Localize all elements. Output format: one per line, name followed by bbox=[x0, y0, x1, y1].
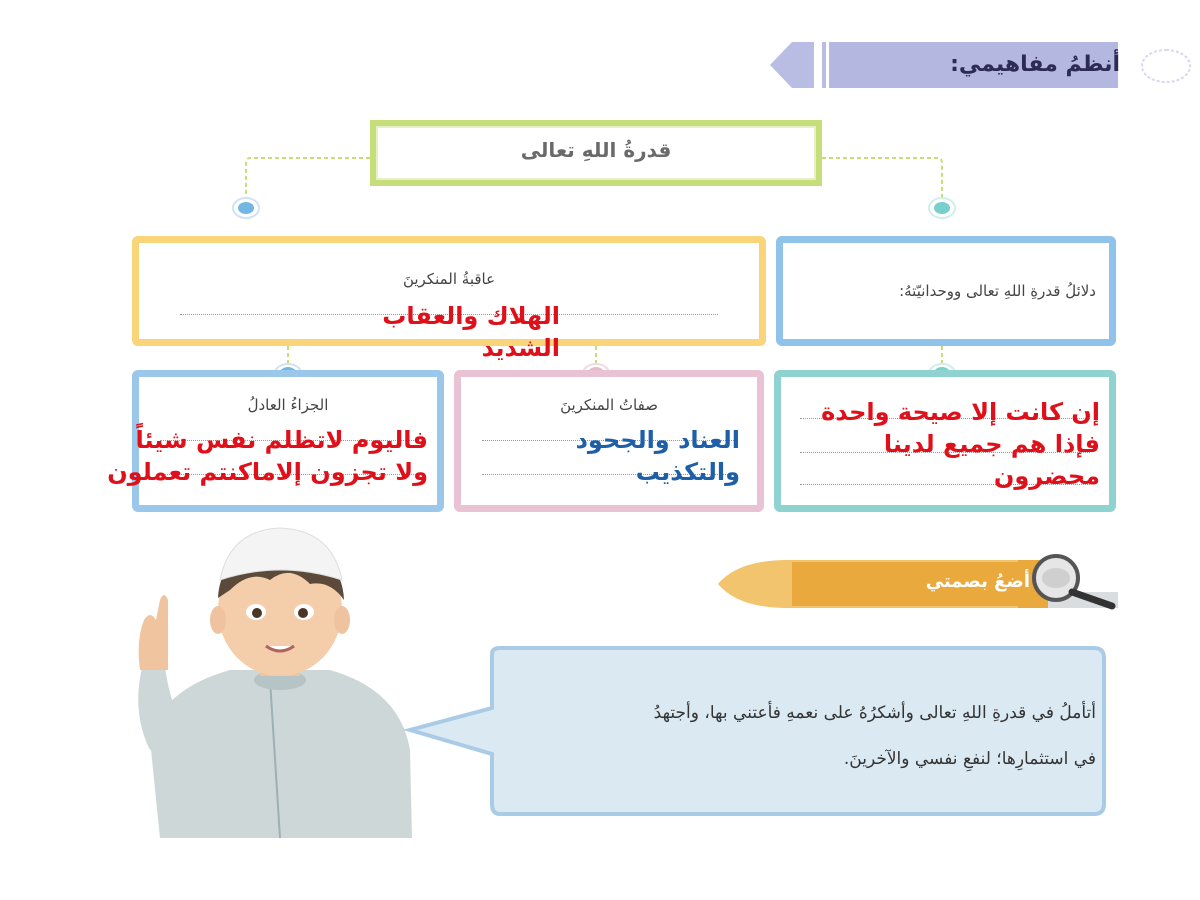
evidence-answer: إن كانت إلا صيحة واحدة فإذا هم جميع لدينا محضرون bbox=[821, 398, 1100, 490]
reflection-line-1: أتأملُ في قدرةِ اللهِ تعالى وأشكرُهُ على نعمهِ فأعتني بها، وأجتهدُ bbox=[653, 703, 1096, 723]
boy-illustration bbox=[120, 520, 440, 838]
consequence-label: عاقبةُ المنكرينَ bbox=[402, 270, 496, 288]
seal-heading: أضعُ بصمتي bbox=[925, 571, 1030, 592]
attributes-answer: العناد والجحود والتكذيب bbox=[575, 426, 740, 486]
recompense-answer: فاليوم لاتظلم نفس شيئاً ولا تجزون إلاماكنتم تعملون bbox=[107, 426, 428, 486]
concept-title: قدرةُ اللهِ تعالى bbox=[520, 138, 672, 162]
attributes-label: صفاتُ المنكرينَ bbox=[560, 396, 658, 414]
evidence-label: دلائلُ قدرةِ اللهِ تعالى ووحدانيّتهُ: bbox=[899, 282, 1096, 300]
section-heading: أنظمُ مفاهيمي: bbox=[950, 52, 1120, 77]
consequence-answer: الهلاك والعقاب الشديد bbox=[382, 302, 560, 362]
badge-icon bbox=[1138, 46, 1194, 86]
magnifier-icon bbox=[1020, 552, 1120, 612]
reflection-text bbox=[500, 690, 1096, 782]
recompense-label: الجزاءُ العادلُ bbox=[247, 396, 329, 414]
connector-dot bbox=[928, 196, 958, 220]
connector-dot bbox=[232, 196, 262, 220]
reflection-line-2: في استثمارِها؛ لنفعِ نفسي والآخرينَ. bbox=[843, 749, 1096, 769]
